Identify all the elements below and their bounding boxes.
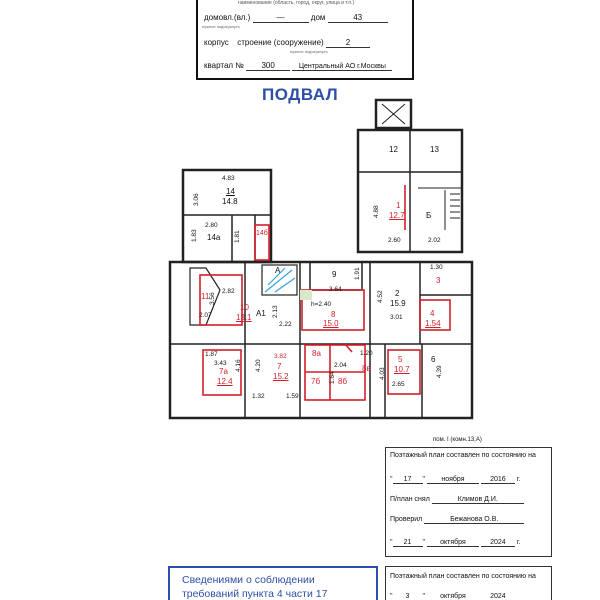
page-title: ПОДВАЛ xyxy=(262,85,339,104)
stroenie-label: строение (сооружение) xyxy=(237,38,324,47)
r8-dim1: 3.64 xyxy=(329,286,342,293)
r8-area: 15.0 xyxy=(323,319,339,328)
header-caption: наименование (область, город, округ, улица и т.п.) xyxy=(238,0,355,6)
room-note: пом. I (комн.13,А) xyxy=(433,437,482,443)
status-d1-year: 2016 xyxy=(481,476,515,484)
stroenie-sub: нужное подчеркнуть xyxy=(290,49,328,54)
r7a-dim2: 3.43 xyxy=(214,360,227,367)
status-checked-label: Проверил xyxy=(390,516,423,523)
r7-num: 7 xyxy=(277,362,282,371)
status-d1-g: г. xyxy=(516,476,521,483)
r14-top-dim: 4.83 xyxy=(222,175,235,182)
status-checked-row xyxy=(390,516,524,524)
r2-area: 15.9 xyxy=(390,299,406,308)
r6-dim: 4.39 xyxy=(436,365,443,378)
r14a-top-dim: 2.80 xyxy=(205,222,218,229)
status-d2-month: октября xyxy=(427,539,479,547)
r3-dim: 1.30 xyxy=(430,264,443,271)
info-line2: требований пункта 4 части 17 xyxy=(182,588,328,600)
r1-left-dim: 4.88 xyxy=(373,205,380,218)
status-checked-by: Бежанова О.В. xyxy=(424,516,524,524)
r14-left-dim: 3.06 xyxy=(193,193,200,206)
r7a-num: 7а xyxy=(219,367,228,376)
r14-num: 14 xyxy=(226,187,235,196)
r7b-label: 7б xyxy=(311,377,321,386)
status2-date: " 3 " октября 2024 xyxy=(390,593,515,600)
r8a-label: 8а xyxy=(312,349,321,358)
r14a-left2: 1.81 xyxy=(234,230,241,243)
status-d1-day: 17 xyxy=(393,476,423,484)
r9-dim: 1.91 xyxy=(354,267,361,280)
bottom-dim-b: 1.59 xyxy=(286,393,299,400)
r8-dims-c: 1.20 xyxy=(360,350,373,357)
plan-status-box-2 xyxy=(385,566,552,600)
domovl-label: домовл.(вл.) xyxy=(204,13,251,22)
status-d2-year: 2024 xyxy=(481,539,515,547)
r1-area: 12.7 xyxy=(389,211,405,220)
r12-num: 12 xyxy=(389,145,398,154)
status2-month: октября xyxy=(427,593,479,600)
dom-label: дом xyxy=(310,13,326,22)
r8-dims-b: 1.64 xyxy=(329,371,336,384)
r5-num: 5 xyxy=(398,355,403,364)
r7a-area: 12.4 xyxy=(217,377,233,386)
r1-num: 1 xyxy=(396,201,401,210)
r6-num: 6 xyxy=(431,355,436,364)
plan-status-box xyxy=(385,447,552,557)
r11-dim2: 2.07 xyxy=(199,312,212,319)
r9-num: 9 xyxy=(332,270,337,279)
status-made-by: Климов Д.И. xyxy=(432,496,524,504)
r14-area: 14.8 xyxy=(222,197,238,206)
r2-dim1: 4.52 xyxy=(377,290,384,303)
status2-year: 2024 xyxy=(481,593,515,600)
rA1-dim1: 2.13 xyxy=(272,305,279,318)
rB-dim: 2.02 xyxy=(428,237,441,244)
r7a-dim1: 1.87 xyxy=(205,351,218,358)
status-made-row xyxy=(390,496,524,504)
kvartal-value: 300 xyxy=(246,61,290,71)
r3-num: 3 xyxy=(436,276,441,285)
r13-num: 13 xyxy=(430,145,439,154)
district: Центральный АО г.Москвы xyxy=(292,63,392,71)
r14a-num: 14а xyxy=(207,233,221,242)
r10-dim: 2.82 xyxy=(222,288,235,295)
domovl-sub: нужное подчеркнуть xyxy=(202,24,240,29)
r4-num: 4 xyxy=(430,309,435,318)
r7-area: 15.2 xyxy=(273,372,289,381)
r8-dim2: h=2.40 xyxy=(311,301,332,308)
status-d2-g: г. xyxy=(516,539,521,546)
r11-num: 11 xyxy=(201,292,210,301)
status-date2: " 21 " октября 2024 г. xyxy=(390,539,521,546)
r4-area: 1.54 xyxy=(425,319,441,328)
r5-dim1: 4.03 xyxy=(379,367,386,380)
status-made-label: П/план снял xyxy=(390,496,430,503)
r7-dim1: 3.82 xyxy=(274,353,287,360)
kvartal-label: квартал № xyxy=(204,61,244,70)
r8-num: 8 xyxy=(331,310,336,319)
info-stamp xyxy=(168,566,378,600)
rA1-label: А1 xyxy=(256,309,266,318)
r8b-label: 8б xyxy=(338,377,348,386)
r5-dim2: 2.65 xyxy=(392,381,405,388)
korpus-label: корпус xyxy=(204,38,229,47)
rA1-dim2: 2.22 xyxy=(279,321,292,328)
info-line1: Сведениями о соблюдении xyxy=(182,574,315,586)
dom-value: 43 xyxy=(328,13,388,23)
r10-num: 10 xyxy=(240,303,249,312)
r2-num: 2 xyxy=(395,289,400,298)
status2-day: 3 xyxy=(393,593,423,600)
r14b-num: 14б xyxy=(256,230,268,237)
stroenie-value: 2 xyxy=(326,38,370,48)
r5-area: 10.7 xyxy=(394,365,410,374)
r7-dim2: 4.16 xyxy=(235,359,242,372)
domovl-value: — xyxy=(253,13,309,23)
r8v-label: 8в xyxy=(362,364,371,373)
rooms-14-block xyxy=(183,170,271,262)
rB-label: Б xyxy=(426,211,432,220)
r1-bottom-dim: 2.60 xyxy=(388,237,401,244)
r14a-left1: 1.83 xyxy=(191,229,198,242)
status-d1-month: ноября xyxy=(427,476,479,484)
r8-dims-a: 2.04 xyxy=(334,362,347,369)
status2-line1: Поэтажный план составлен по состоянию на xyxy=(390,573,536,580)
r7-dim3: 4.20 xyxy=(255,359,262,372)
bottom-dim-a: 1.32 xyxy=(252,393,265,400)
status-date1: " 17 " ноября 2016 г. xyxy=(390,476,521,483)
r2-dim2: 3.01 xyxy=(390,314,403,321)
r10-area: 13.1 xyxy=(236,313,252,322)
r11-dim1: 3.56 xyxy=(209,292,216,305)
status-line1: Поэтажный план составлен по состоянию на xyxy=(390,452,536,459)
status-d2-day: 21 xyxy=(393,539,423,547)
rA-label: А xyxy=(275,266,281,275)
